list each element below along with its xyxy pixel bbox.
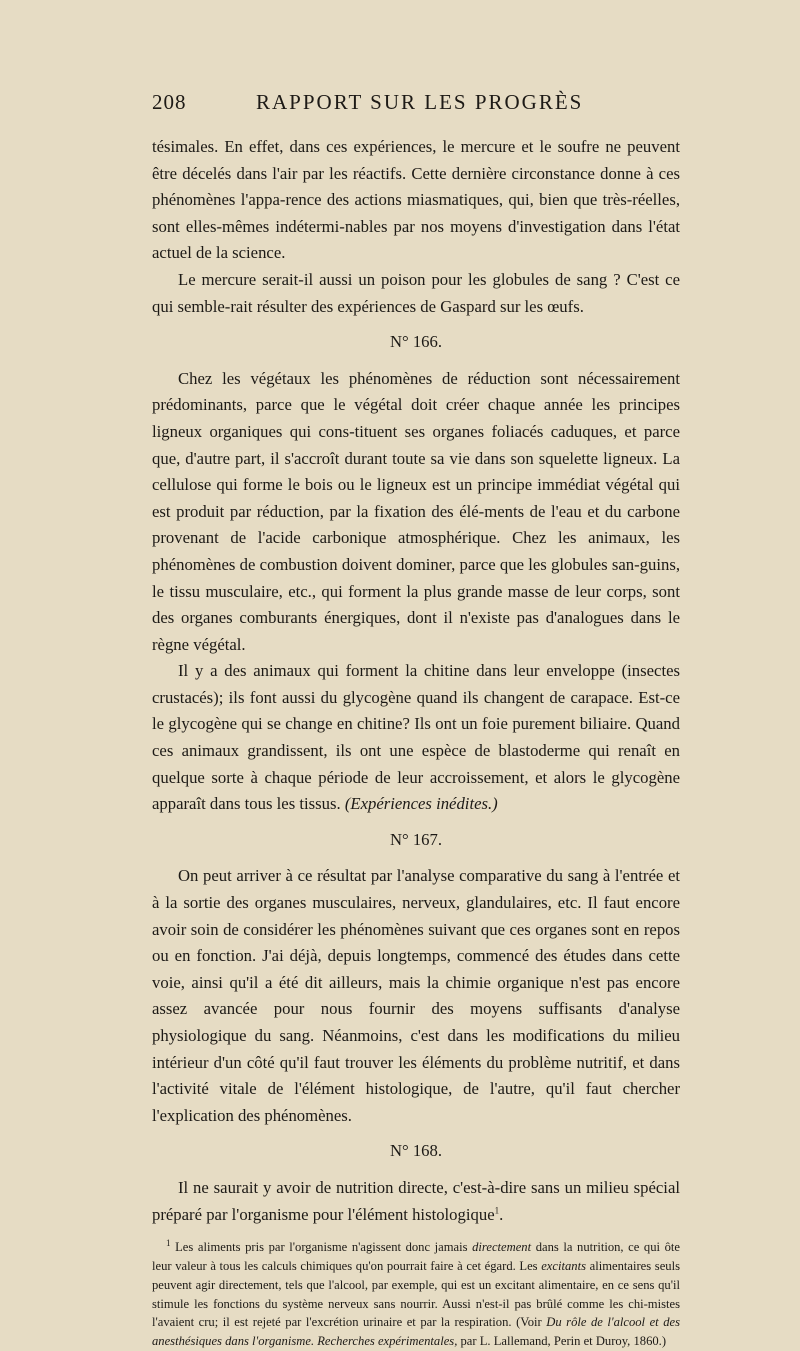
footnote-ref: 1: [494, 1205, 500, 1215]
paragraph: On peut arriver à ce résultat par l'analyse comparative du sang à l'entrée et à la sortie des organes musculaires, nerveux, glandulaires, etc. Il faut encore avoir soin de considérer les phénomènes suivant que ces organes sont en repos ou en fonction. J'ai déjà, depuis longtemps, commencé des études dans cette voie, ainsi qu'il a été dit ailleurs, mais la chimie organique n'est pas encore assez avancée pour nous fournir des moyens suffisants d'analyse physiologique du sang. Néanmoins, c'est dans les modifications du milieu intérieur d'un côté qu'il faut trouver les éléments du problème nutritif, et dans l'activité vitale de l'élément histologique, de l'autre, qu'il faut chercher l'explication des phénomènes.: [152, 866, 680, 1125]
section-number: N° 166.: [389, 332, 443, 352]
section-number: N° 168.: [389, 1141, 443, 1161]
footnote-text: par L. Lallemand, Perin et Duroy, 1860.): [457, 1334, 667, 1349]
paragraph: tésimales. En effet, dans ces expériences, le mercure et le soufre ne peuvent être décelés dans l'air par les réactifs. Cette dernière circonstance donne à ces phénomènes l'appa-rence des actions miasmatiques, qui, bien que très-réelles, sont elles-mêmes indétermi-nables par nos moyens d'investigation dans l'état actuel de la science.: [152, 137, 680, 263]
footnote-italic: Du rôle de l'alcool et des anesthésiques dans l'organisme. Recherches expérimentales,: [152, 1315, 680, 1349]
paragraph: [152, 1175, 680, 1228]
footnote-text: Les aliments pris par l'organisme n'agissent donc jamais: [170, 1240, 473, 1255]
running-title: RAPPORT SUR LES PROGRÈS: [256, 90, 584, 114]
paragraph-text: Il y a des animaux qui forment la chitine dans leur enveloppe (insectes crustacés); ils font aussi du glycogène quand ils changent de carapace. Est-ce le glycogène qui se change en chitine? Ils ont un foie purement biliaire. Quand ces animaux grandissent, ils ont une espèce de blastoderme qui renaît en quelque sorte à chaque période de leur accroissement, et alors le glycogène apparaît dans tous les tissus.: [152, 661, 680, 814]
footnote-marker: 1: [166, 1237, 171, 1248]
paragraph-end: .: [499, 1204, 504, 1224]
footnote: [152, 1238, 680, 1351]
reference-note: (Expériences inédites.): [344, 794, 498, 814]
page-body: [152, 134, 680, 1351]
paragraph: Le mercure serait-il aussi un poison pour les globules de sang ? C'est ce qui semble-rait résulter des expériences de Gaspard sur les œufs.: [152, 269, 680, 316]
footnote-text: alimentaires seuls peuvent agir directement, tels que l'alcool, par exemple, qui est un excitant alimentaire, en ce sens qu'il stimule les fonctions du système nerveux sans nourrir. Aussi n'est-il pas brûlé comme les chi-mistes l'avaient cru; il est rejeté par l'excrétion urinaire et par la respiration. (Voir: [152, 1258, 680, 1330]
section-number: N° 167.: [389, 829, 443, 849]
paragraph-text: Il ne saurait y avoir de nutrition directe, c'est-à-dire sans un milieu spécial préparé par l'organisme pour l'élément histologique: [152, 1177, 680, 1224]
footnote-italic: excitants: [541, 1258, 586, 1273]
paragraph: [152, 658, 680, 818]
page-header: [152, 90, 692, 120]
footnote-italic: directement: [472, 1240, 532, 1255]
paragraph: Chez les végétaux les phénomènes de réduction sont nécessairement prédominants, parce que le végétal doit créer chaque année les principes ligneux organiques qui cons-tituent ses organes foliacés caduques, et parce que, d'autre part, il s'accroît durant toute sa vie dans son squelette ligneux. La cellulose qui forme le bois ou le ligneux est un principe immédiat végétal qui est produit par réduction, par la fixation des élé-ments de l'eau et du carbone provenant de l'acide carbonique atmosphérique. Chez les animaux, les phénomènes de combustion doivent dominer, parce que les globules san-guins, le tissu musculaire, etc., qui forment la plus grande masse de leur corps, sont des organes comburants énergiques, dont il n'existe pas d'analogues dans le règne végétal.: [152, 368, 680, 654]
footnote-text: dans la nutrition, ce qui ôte leur valeur à tous les calculs chimiques qu'on pourrait faire à cet égard. Les: [152, 1240, 681, 1273]
page-number: 208: [152, 90, 187, 114]
